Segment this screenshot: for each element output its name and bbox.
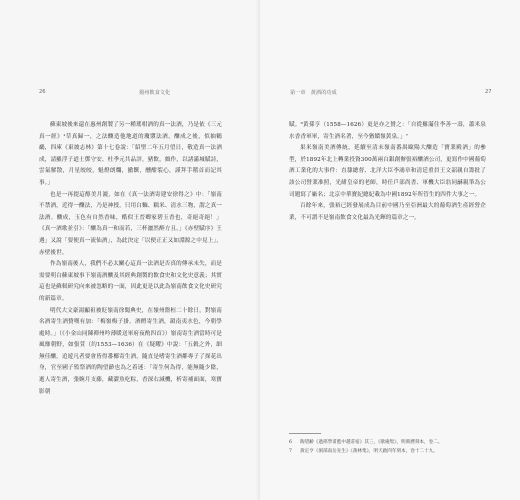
right-body-text bbox=[289, 120, 486, 224]
left-paragraph-4: 明代大文豪湯顯祖被貶嶺南徐聞典史，在嶺州盤桓二十餘日，對嶺南名酒寄生酒贊嘆有加：「梅嶺梅子掛，酒酹寄生酒，韻南夷水色，今朝學處時。」（《小金山同陳禪州吟薄暖送軍府夜酌四首》）嶺南寄生酒當時可是風靡朝野，如張萱（約1553—1636）在《疑耀》中說：「五穀之外，細無佳釀，追遊凡者要會皆得番椰寄生酒，隨直是嗜寄生酒鄰專子了探花出身，官至國子監祭酒的陶望齡也為之着迷：「寄生何為得，能無隨少陰，逝人寄生酒，張婉月支藤，藏澀魚吃粽，香深右減機，析寄補面面，寒寶影朝 bbox=[39, 307, 222, 395]
footnote-7 bbox=[289, 447, 485, 456]
right-page-number: 27 bbox=[485, 89, 492, 95]
footnote-number: 6 bbox=[289, 440, 292, 445]
footnotes bbox=[289, 438, 485, 456]
left-paragraph-3: 作為嶺南後人，我們不必太關心這真一法酒是否真的傳承未失，而是需要明白蘇東坡事下嶺南酒釀及其經典創製的飲食史和文化史意義；其實這也是蘇軾研究向來被忽略的一面，因此更是以此為嶺南飲食文化史研究的新篇章。 bbox=[39, 261, 222, 302]
footnote-text: 陶望齡《過邢學甫藍中趙莊宿》其三，《歇庵集》，明萬曆刻本，卷二。 bbox=[300, 440, 443, 445]
left-paragraph-2: 也是一再提這醇美月漉，如在《真一法酒寄建安徐得之》中：「嶺南不禁酒，近得一釀法，乃是神授，只用白麵、糯米、清水三物，謂之真一法酒。釀成，玉色有自然香味，酷似王晉卿家碧玉香也，奇絕奇絕！」《真一酒歌並引》：「釀為真一和而若，三杯灑然醉方且。」《赤壁賦序》王遇」又說「要便真一流仙酒」，為此決定「以便正正又如淵源之中見上」，赤壁後世。 bbox=[39, 191, 222, 256]
right-paragraph-3: 百餘年來，張裕已經發展成為目前中國乃至亞洲最大的葡萄酒生產經營企業，不可謂不是嶺南飲食文化最為光輝的篇章之一。 bbox=[289, 203, 486, 221]
left-paragraph-1: 蘇東坡後來還在惠州創製了另一種瑤柑酒的真一法酒，乃是依《三元真一經》¹草真歸一，之法釀造他地道的瓊漿法酒，釀成之後，似抽鶴鷸，四庫《東坡志林》第十七卷說：「紹聖二年五月望日，敬造真一法酒成，請羅浮子道士鄧守安、杜季元共品評，豬飲，頗作，以諸滿城賦詩，雲氣解散，月星皎皎，魁燈朗爛，撤饌，醺酣裂心，謹拜手稽首而記其事。」 bbox=[39, 122, 222, 186]
footnote-6 bbox=[289, 438, 485, 447]
left-running-head: 揚州飲食文化 bbox=[139, 90, 171, 96]
footnote-text: 黃定亨《洞部南岳先生》《黃林集》，明天啟四年刻本，卷十二十九。 bbox=[300, 449, 438, 454]
left-page-number: 26 bbox=[39, 89, 46, 95]
right-page bbox=[260, 0, 520, 500]
footnote-rule bbox=[289, 433, 321, 434]
right-running-head: 第一章 黃酒的功成 bbox=[290, 90, 337, 96]
right-paragraph-2: 果米嶺南美酒傳統，延續至清末嶺南番禺歐陽大釀造「寶業殿酒」的參型，於1892年北上轉業投資300萬兩白銀創辦張裕釀酒公司，更寫作中國葡萄酒工業化的大事件：直隸總督、北洋大臣李鴻章和清廷重員王文韶親自籌批了該公司營業准照，光緒皇帝的老師，時任戶部尚書、軍機大臣翁同龢親筆為公司題寫了廠名；北京中華寶紀總紀載為中國1892年所管生的四件大事之一。 bbox=[289, 145, 486, 198]
right-paragraph-1: 賦。⁶黃孫亨（1558—1626）更是亦之贊之：「自從羅滿住李善一壽，蕭米泉水香香軍軍，寄生酒名著，至今猶饋嶺黃泉。」⁷ bbox=[289, 122, 486, 140]
left-body-text bbox=[39, 120, 222, 398]
footnote-number: 7 bbox=[289, 449, 292, 454]
